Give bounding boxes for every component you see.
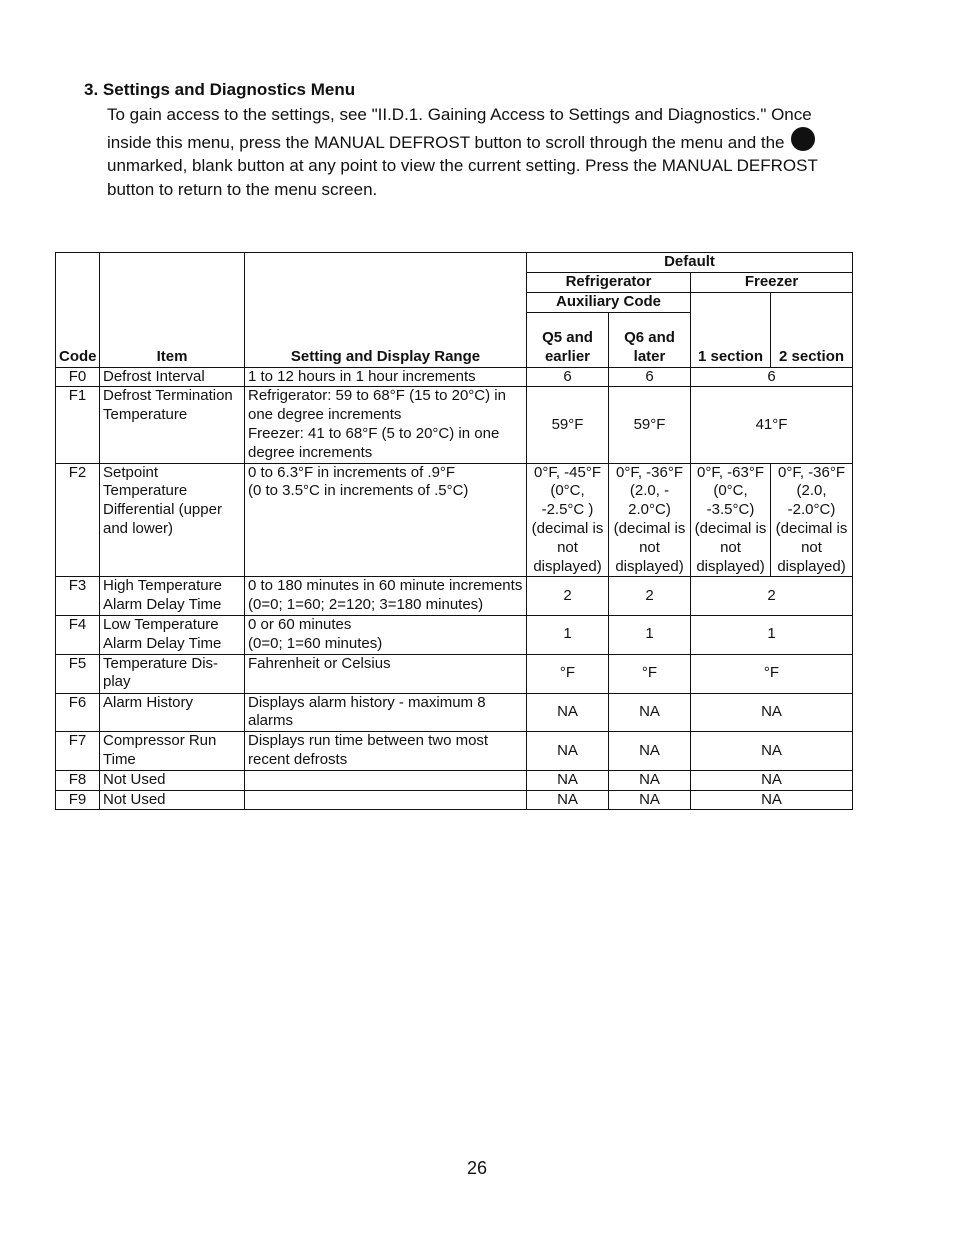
- row-code: F3: [56, 577, 100, 616]
- row-item: Compressor Run Time: [100, 732, 245, 771]
- row-q5: NA: [527, 732, 609, 771]
- row-q5: NA: [527, 790, 609, 810]
- header-refrigerator: Refrigerator: [527, 272, 691, 292]
- row-freezer: NA: [691, 693, 853, 732]
- intro-paragraph: [107, 103, 852, 201]
- table-row: [56, 732, 853, 771]
- row-item: Low Temperature Alarm Delay Time: [100, 615, 245, 654]
- row-item: Temperature Dis-play: [100, 654, 245, 693]
- blank-button-icon: [791, 127, 815, 151]
- table-row: [56, 615, 853, 654]
- row-freezer: 2: [691, 577, 853, 616]
- row-range: 0 or 60 minutes (0=0; 1=60 minutes): [245, 615, 527, 654]
- header-two-section: 2 section: [771, 292, 853, 367]
- table-row: [56, 367, 853, 387]
- table-row: [56, 654, 853, 693]
- header-range: Setting and Display Range: [245, 253, 527, 368]
- row-code: F2: [56, 463, 100, 577]
- row-range: [245, 790, 527, 810]
- header-q5: Q5 and earlier: [527, 312, 609, 367]
- header-q6: Q6 and later: [609, 312, 691, 367]
- row-range: Displays alarm history - maximum 8 alarms: [245, 693, 527, 732]
- intro-text-1: To gain access to the settings, see "II.D.1. Gaining Access to Settings and Diagnostics." Once inside this menu, press the MANUAL DEFROST button to scroll through the menu and the: [107, 105, 812, 152]
- row-code: F4: [56, 615, 100, 654]
- row-item: Alarm History: [100, 693, 245, 732]
- row-code: F1: [56, 387, 100, 463]
- row-freezer: 41°F: [691, 387, 853, 463]
- table-row: [56, 463, 853, 577]
- row-q5: °F: [527, 654, 609, 693]
- row-range: 0 to 180 minutes in 60 minute increments (0=0; 1=60; 2=120; 3=180 minutes): [245, 577, 527, 616]
- row-code: F6: [56, 693, 100, 732]
- row-q6: 6: [609, 367, 691, 387]
- row-code: F0: [56, 367, 100, 387]
- row-q5: 59°F: [527, 387, 609, 463]
- row-range: 1 to 12 hours in 1 hour increments: [245, 367, 527, 387]
- row-range: [245, 770, 527, 790]
- section-heading: 3. Settings and Diagnostics Menu: [84, 80, 356, 99]
- table-row: [56, 790, 853, 810]
- row-q5: 0°F, -45°F (0°C, -2.5°C ) (decimal is not displayed): [527, 463, 609, 577]
- header-auxiliary-code: Auxiliary Code: [527, 292, 691, 312]
- row-freezer: 6: [691, 367, 853, 387]
- row-item: High Temperature Alarm Delay Time: [100, 577, 245, 616]
- row-code: F9: [56, 790, 100, 810]
- row-q5: 2: [527, 577, 609, 616]
- row-freezer: 1: [691, 615, 853, 654]
- row-q6: 1: [609, 615, 691, 654]
- header-freezer: Freezer: [691, 272, 853, 292]
- row-range: 0 to 6.3°F in increments of .9°F (0 to 3.5°C in increments of .5°C): [245, 463, 527, 577]
- table-row: [56, 770, 853, 790]
- row-item: Setpoint Temperature Differential (upper and lower): [100, 463, 245, 577]
- row-code: F5: [56, 654, 100, 693]
- intro-text-2: unmarked, blank button at any point to view the current setting. Press the MANUAL DEFROST button to return to the menu screen.: [107, 156, 818, 199]
- row-freezer-1-section: 0°F, -63°F (0°C, -3.5°C) (decimal is not displayed): [691, 463, 771, 577]
- row-freezer: NA: [691, 732, 853, 771]
- table-row: [56, 577, 853, 616]
- row-q5: NA: [527, 770, 609, 790]
- row-q6: 0°F, -36°F (2.0, - 2.0°C) (decimal is not displayed): [609, 463, 691, 577]
- settings-table: [55, 252, 853, 810]
- page-number: 26: [466, 1158, 488, 1178]
- row-q6: NA: [609, 790, 691, 810]
- row-q5: 1: [527, 615, 609, 654]
- row-freezer-2-section: 0°F, -36°F (2.0, -2.0°C) (decimal is not displayed): [771, 463, 853, 577]
- row-q6: NA: [609, 770, 691, 790]
- table-row: [56, 387, 853, 463]
- row-q6: NA: [609, 693, 691, 732]
- row-code: F8: [56, 770, 100, 790]
- header-one-section: 1 section: [691, 292, 771, 367]
- row-range: Fahrenheit or Celsius: [245, 654, 527, 693]
- table-row: [56, 693, 853, 732]
- header-code: Code: [56, 253, 100, 368]
- row-q6: °F: [609, 654, 691, 693]
- row-q5: NA: [527, 693, 609, 732]
- row-q6: 2: [609, 577, 691, 616]
- row-range: Displays run time between two most recent defrosts: [245, 732, 527, 771]
- row-item: Defrost Interval: [100, 367, 245, 387]
- header-item: Item: [100, 253, 245, 368]
- row-item: Defrost Termination Temperature: [100, 387, 245, 463]
- row-freezer: NA: [691, 770, 853, 790]
- header-default: Default: [527, 253, 853, 273]
- row-range: Refrigerator: 59 to 68°F (15 to 20°C) in one degree increments Freezer: 41 to 68°F (5 to 20°C) in one degree increments: [245, 387, 527, 463]
- row-freezer: NA: [691, 790, 853, 810]
- row-q6: 59°F: [609, 387, 691, 463]
- row-freezer: °F: [691, 654, 853, 693]
- row-q5: 6: [527, 367, 609, 387]
- row-item: Not Used: [100, 790, 245, 810]
- row-item: Not Used: [100, 770, 245, 790]
- row-q6: NA: [609, 732, 691, 771]
- row-code: F7: [56, 732, 100, 771]
